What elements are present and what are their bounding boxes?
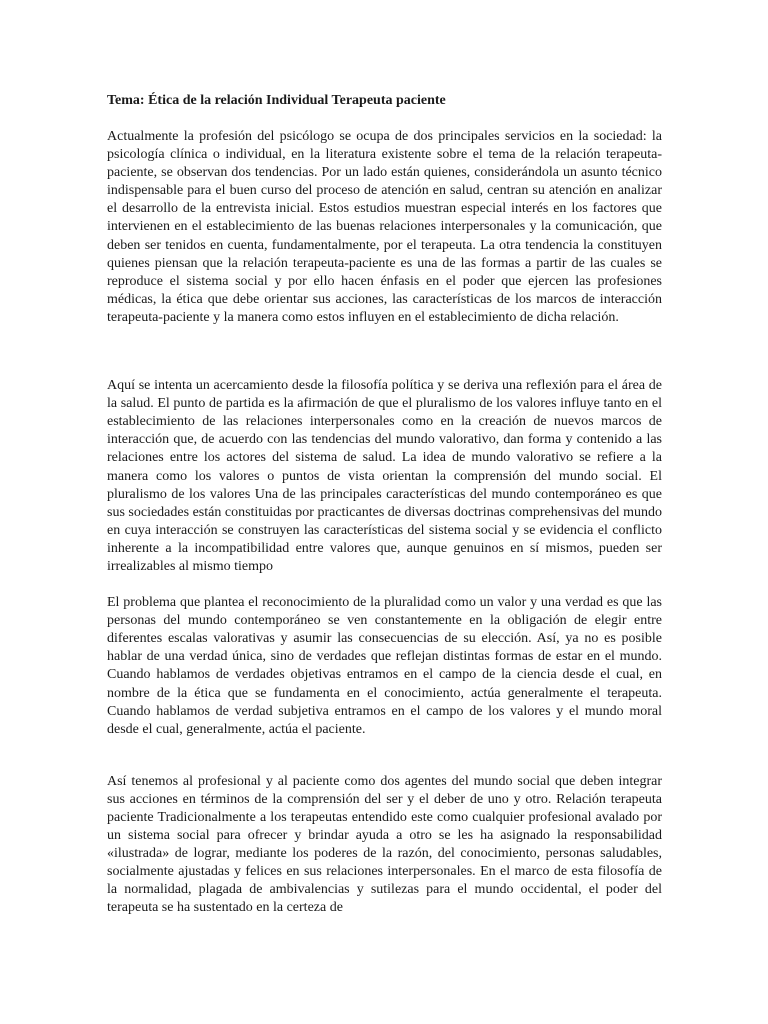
- document-page: [107, 92, 662, 918]
- document-title: Tema: Ética de la relación Individual Terapeuta paciente: [107, 93, 446, 108]
- paragraph-4: Así tenemos al profesional y al paciente como dos agentes del mundo social que deben integrar sus acciones en términos de la comprensión del ser y el deber de uno y otro. Relación terapeuta paciente Tradicionalmente a los terapeutas entendido este como cualquier profesional avalado por un sistema social para ofrecer y brindar ayuda a otro se les ha asignado la responsabilidad «ilustrada» de lograr, mediante los poderes de la razón, del conocimiento, personas saludables, socialmente ajustadas y felices en sus relaciones interpersonales. En el marco de esta filosofía de la normalidad, plagada de ambivalencias y sutilezas para el mundo occidental, el poder del terapeuta se ha sustentado en la certeza de: [107, 773, 662, 916]
- paragraph-1: Actualmente la profesión del psicólogo se ocupa de dos principales servicios en la sociedad: la psicología clínica o individual, en la literatura existente sobre el tema de la relación terapeuta-paciente, se observan dos tendencias. Por un lado están quienes, considerándola un asunto técnico indispensable para el buen curso del proceso de atención en salud, centran su atención en analizar el desarrollo de la entrevista inicial. Estos estudios muestran especial interés en los factores que intervienen en el establecimiento de las buenas relaciones interpersonales y la comunicación, que deben ser tenidos en cuenta, fundamentalmente, por el terapeuta. La otra tendencia la constituyen quienes piensan que la relación terapeuta-paciente es una de las formas a partir de las cuales se reproduce el sistema social y por ello hacen énfasis en el poder que ejercen las profesiones médicas, la ética que debe orientar sus acciones, las características de los marcos de interacción terapeuta-paciente y la manera como estos influyen en el establecimiento de dicha relación.: [107, 129, 662, 325]
- paragraph-3: El problema que plantea el reconocimiento de la pluralidad como un valor y una verdad es que las personas del mundo contemporáneo se ven constantemente en la obligación de elegir entre diferentes escalas valorativas y asumir las consecuencias de su elección. Así, ya no es posible hablar de una verdad única, sino de verdades que reflejan distintas formas de estar en el mundo. Cuando hablamos de verdades objetivas entramos en el campo de la ciencia desde el cual, en nombre de la ética que se fundamenta en el conocimiento, actúa generalmente el terapeuta. Cuando hablamos de verdad subjetiva entramos en el campo de los valores y el mundo moral desde el cual, generalmente, actúa el paciente.: [107, 595, 662, 737]
- paragraph-2: Aquí se intenta un acercamiento desde la filosofía política y se deriva una reflexión para el área de la salud. El punto de partida es la afirmación de que el pluralismo de los valores influye tanto en el establecimiento de las relaciones interpersonales como en la creación de nuevos marcos de interacción que, de acuerdo con las tendencias del mundo valorativo, dan forma y contenido a las relaciones entre los actores del sistema de salud. La idea de mundo valorativo se refiere a la manera como los valores o puntos de vista orientan la comprensión del mundo social. El pluralismo de los valores Una de las principales características del mundo contemporáneo es que sus sociedades están constituidas por practicantes de diversas doctrinas comprehensivas del mundo en cuya interacción se construyen las características del sistema social y se evidencia el conflicto inherente a la incompatibilidad entre valores que, aunque genuinos en sí mismos, pueden ser irrealizables al mismo tiempo: [107, 378, 662, 574]
